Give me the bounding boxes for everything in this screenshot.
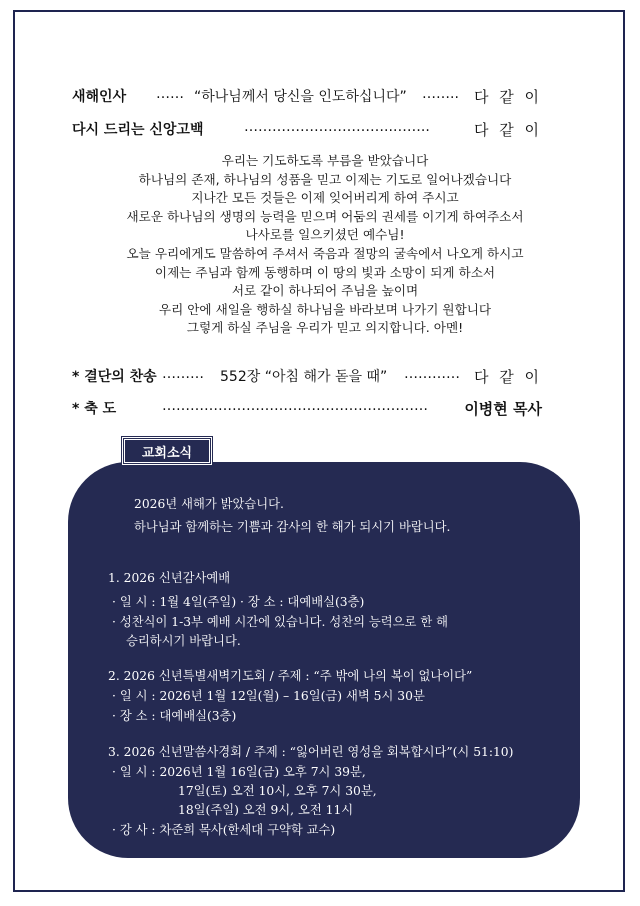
confession-prayer <box>60 152 590 338</box>
order-content: 552장 “아침 해가 돋을 때” <box>220 369 388 385</box>
order-hymn <box>72 366 542 390</box>
order-label: * 결단의 찬송 <box>72 369 157 385</box>
prayer-line: 오늘 우리에게도 말씀하여 주셔서 죽음과 절망의 굴속에서 나오게 하시고 <box>126 245 524 261</box>
news-item-line: 승리하시기 바랍니다. <box>126 634 241 648</box>
order-performer: 다 같 이 <box>473 368 542 386</box>
news-item-line: · 장 소 : 대예배실(3층) <box>112 709 237 723</box>
news-item-title: 1. 2026 신년감사예배 <box>108 571 231 585</box>
order-performer: 이병현 목사 <box>464 400 542 418</box>
news-item-line: · 강 사 : 차준희 목사(한세대 구약학 교수) <box>112 823 336 837</box>
prayer-line: 나사로를 일으키셨던 예수님! <box>245 227 405 243</box>
prayer-line: 하나님의 존재, 하나님의 성품을 믿고 이제는 기도로 일어나겠습니다 <box>138 171 512 187</box>
order-label: 새해인사 <box>72 89 127 105</box>
prayer-line: 이제는 주님과 함께 동행하며 이 땅의 빛과 소망이 되게 하소서 <box>154 264 496 280</box>
prayer-line: 그렇게 하실 주님을 우리가 믿고 의지합니다. 아멘! <box>186 320 464 336</box>
order-dots: ………………………………………………… <box>162 398 428 414</box>
prayer-line: 새로운 하나님의 생명의 능력을 믿으며 어둠의 권세를 이기게 하여주소서 <box>126 208 524 224</box>
prayer-line: 우리는 기도하도록 부름을 받았습니다 <box>221 153 429 168</box>
prayer-line: 우리 안에 새일을 행하실 하나님을 바라보며 나가기 원합니다 <box>158 301 492 317</box>
order-dots: …….. <box>422 86 459 102</box>
news-item-line: · 일 시 : 2026년 1월 12일(월) – 16일(금) 새벽 5시 30분 <box>112 689 425 703</box>
news-item-line: · 일 시 : 1월 4일(주일) · 장 소 : 대예배실(3층) <box>112 595 365 609</box>
news-item-line: · 성찬식이 1-3부 예배 시간에 있습니다. 성찬의 능력으로 한 해 <box>112 615 449 629</box>
news-item-title: 2. 2026 신년특별새벽기도회 / 주제 : “주 밖에 나의 복이 없나이다” <box>108 669 473 683</box>
news-title-tab: 교회소식 <box>122 437 212 465</box>
church-news-box <box>68 462 580 858</box>
order-confession <box>72 119 542 143</box>
prayer-line: 서로 같이 하나되어 주님을 높이며 <box>231 283 419 299</box>
news-item-line: 18일(주일) 오전 9시, 오전 11시 <box>178 803 354 817</box>
order-performer: 다 같 이 <box>473 121 542 139</box>
order-dots: …………………………..…….. <box>244 119 430 135</box>
news-item-line: 17일(토) 오전 10시, 오후 7시 30분, <box>178 784 377 798</box>
order-performer: 다 같 이 <box>473 88 542 106</box>
order-greeting <box>72 86 542 110</box>
prayer-line: 지나간 모든 것들은 이제 잊어버리게 하여 주시고 <box>191 190 459 206</box>
news-item-line: · 일 시 : 2026년 1월 16일(금) 오후 7시 39분, <box>112 765 366 779</box>
order-label: * 축 도 <box>72 401 117 417</box>
order-content: “하나님께서 당신을 인도하십니다” <box>194 89 407 105</box>
order-label: 다시 드리는 신앙고백 <box>72 122 204 138</box>
news-intro: 하나님과 함께하는 기쁨과 감사의 한 해가 되시기 바랍니다. <box>134 520 451 534</box>
order-dots: ………… <box>404 366 460 382</box>
news-item-title: 3. 2026 신년말씀사경회 / 주제 : “잃어버린 영성을 회복합시다”(시 51:10) <box>108 745 514 759</box>
order-dots: …… <box>156 86 184 102</box>
order-dots: ……… <box>162 366 204 382</box>
order-blessing <box>72 398 542 422</box>
news-intro: 2026년 새해가 밝았습니다. <box>134 497 284 511</box>
